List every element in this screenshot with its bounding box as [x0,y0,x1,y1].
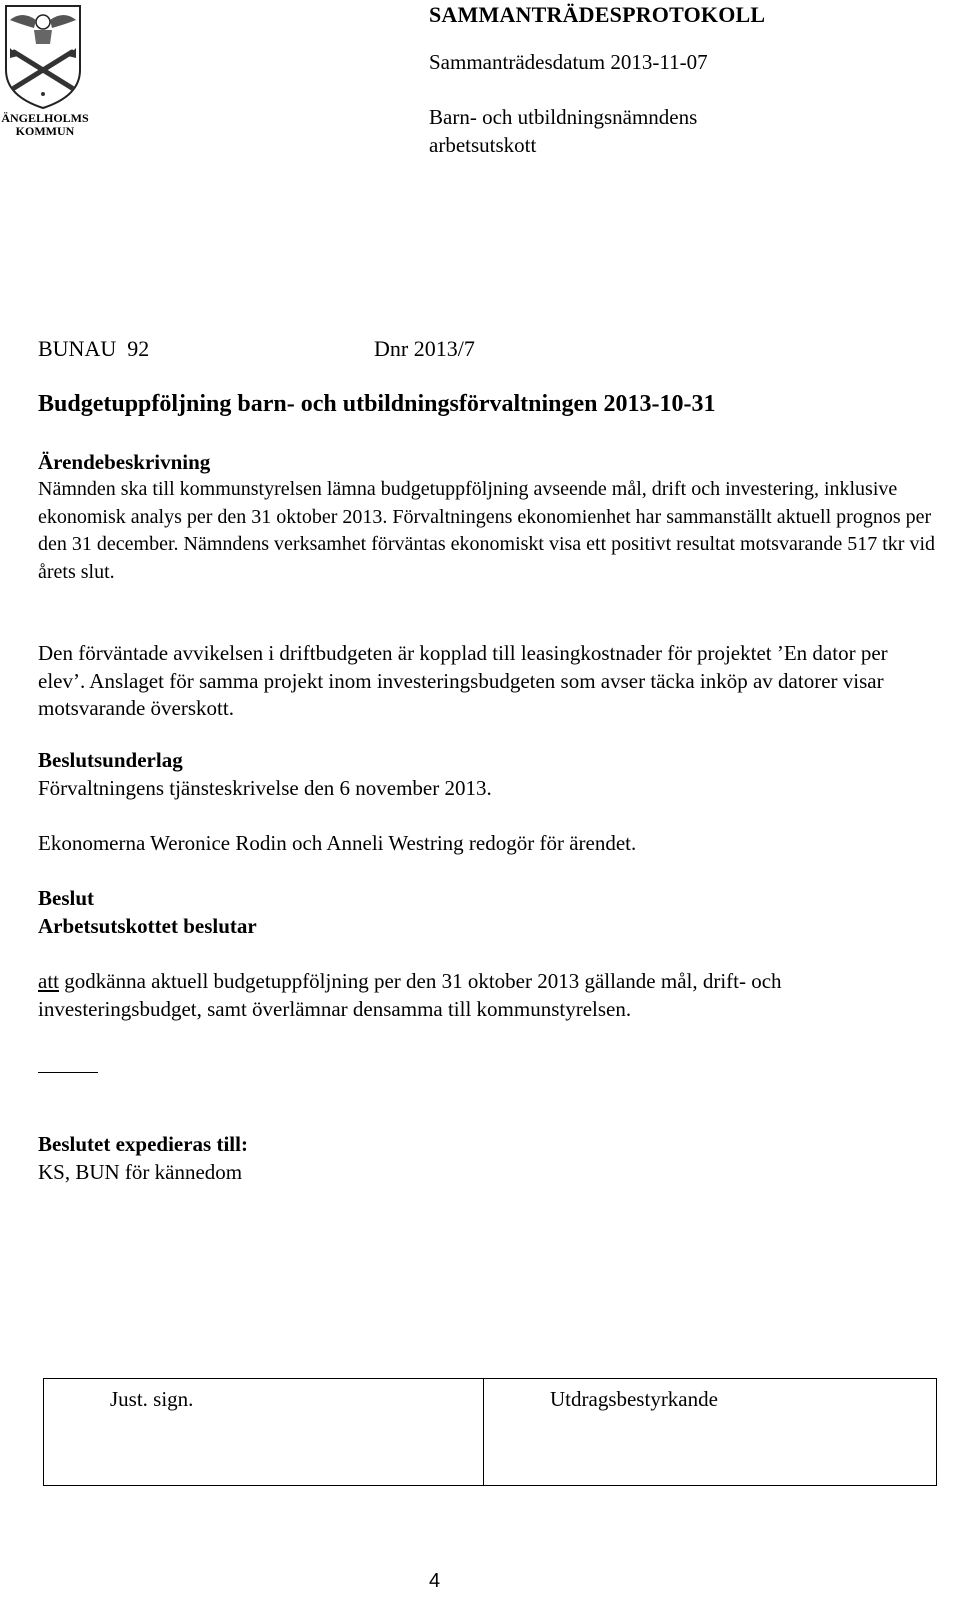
reference-line [38,336,475,362]
decision-att-word: att [38,969,59,993]
presentation-text: Ekonomerna Weronice Rodin och Anneli Westring redogör för ärendet. [38,831,637,855]
page-number: 4 [429,1570,441,1592]
case-title: Budgetuppföljning barn- och utbildningsförvaltningen 2013-10-31 [38,391,716,417]
logo-text-line2: KOMMUN [15,124,75,138]
separator-line [38,1072,98,1073]
just-sign-label: Just. sign. [110,1387,194,1411]
case-id: BUNAU 92 [38,336,150,361]
just-sign-cell [44,1379,484,1485]
diary-number: Dnr 2013/7 [374,336,475,361]
distribution-recipients: KS, BUN för kännedom [38,1160,243,1184]
committee-name-line2: arbetsutskott [429,133,537,157]
meeting-date: Sammanträdesdatum 2013-11-07 [429,50,708,74]
certification-cell [484,1379,938,1485]
description-paragraph-1: Nämnden ska till kommunstyrelsen lämna budgetuppföljning avseende mål, drift och investering, inklusive ekonomisk analys per den 31 oktober 2013. Förvaltningens ekonomienhet har sammanställt aktuell prognos per den 31 december. Nämndens verksamhet förväntas ekonomiskt visa ett positivt resultat motsvarande 517 tkr vid årets slut. [38,478,936,583]
certification-label: Utdragsbestyrkande [550,1387,718,1411]
decision-subheading: Arbetsutskottet beslutar [38,914,257,938]
signature-box [43,1378,937,1486]
municipality-logo [0,0,120,145]
decision-heading: Beslut [38,886,95,910]
protocol-title: SAMMANTRÄDESPROTOKOLL [429,2,766,27]
logo-text-line1: ÄNGELHOLMS [1,111,89,125]
basis-heading: Beslutsunderlag [38,748,183,772]
decision-body: godkänna aktuell budgetuppföljning per den 31 oktober 2013 gällande mål, drift- och investeringsbudget, samt överlämnar densamma till kommunstyrelsen. [38,969,782,1021]
description-heading: Ärendebeskrivning [38,450,211,474]
distribution-heading: Beslutet expedieras till: [38,1132,248,1156]
description-paragraph-2: Den förväntade avvikelsen i driftbudgeten är kopplad till leasingkostnader för projektet ’En dator per elev’. Anslaget för samma projekt inom investeringsbudgeten som avser täcka inköp av datorer visar motsvarande överskott. [38,641,888,720]
basis-text: Förvaltningens tjänsteskrivelse den 6 november 2013. [38,776,492,800]
decision-text [38,968,938,1023]
committee-name-line1: Barn- och utbildningsnämndens [429,105,698,129]
